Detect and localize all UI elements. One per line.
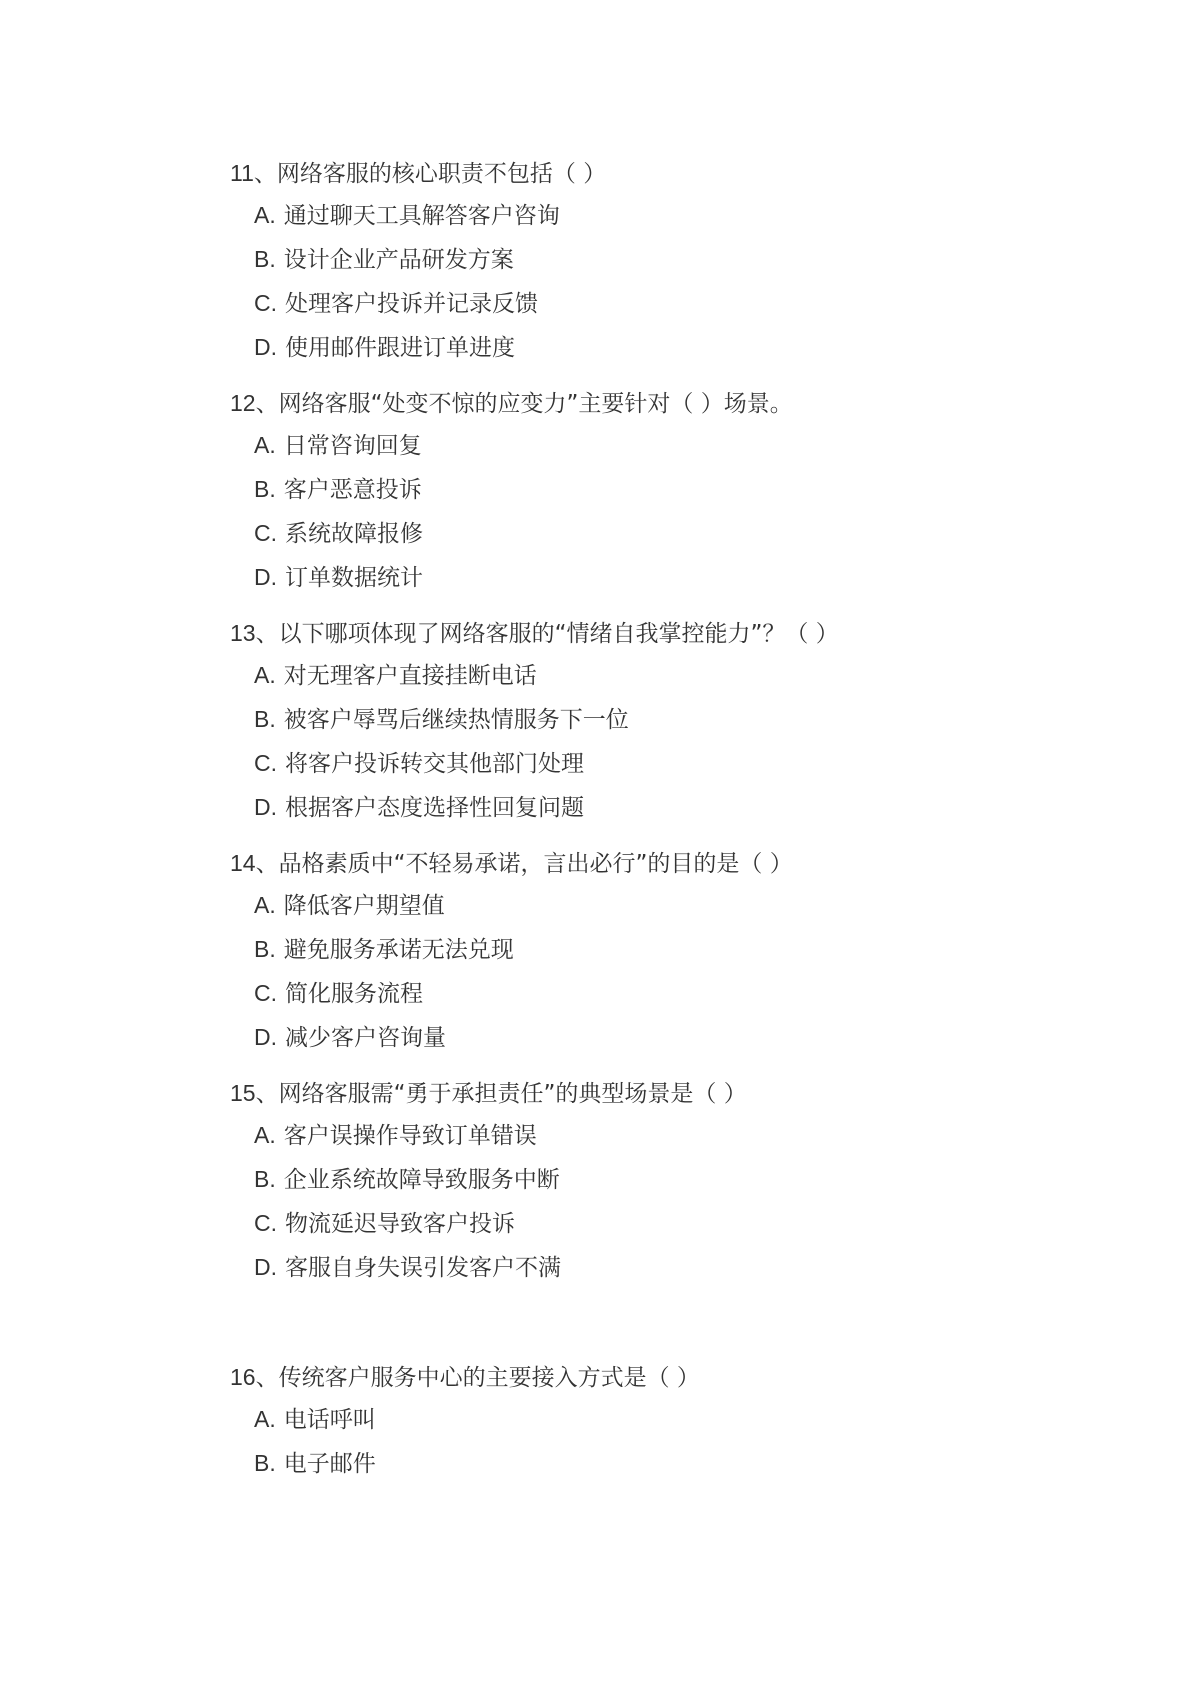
question-11 <box>230 153 1130 369</box>
option-letter: A. <box>254 1122 276 1148</box>
option-letter: A. <box>254 892 276 918</box>
option-b <box>254 1441 1130 1485</box>
option-b <box>254 697 1130 741</box>
option-letter: D. <box>254 334 277 360</box>
option-letter: A. <box>254 432 276 458</box>
option-letter: C. <box>254 750 277 776</box>
option-letter: B. <box>254 936 276 962</box>
option-a <box>254 653 1130 697</box>
option-text: 订单数据统计 <box>285 565 423 591</box>
option-b <box>254 927 1130 971</box>
question-number: 12 <box>230 390 256 416</box>
question-title <box>230 843 1130 883</box>
option-letter: B. <box>254 1166 276 1192</box>
option-text: 处理客户投诉并记录反馈 <box>285 291 538 317</box>
question-14 <box>230 843 1130 1059</box>
question-title <box>230 153 1130 193</box>
option-a <box>254 1397 1130 1441</box>
option-text: 电子邮件 <box>283 1451 376 1477</box>
option-a <box>254 883 1130 927</box>
option-text: 设计企业产品研发方案 <box>283 247 514 273</box>
option-c <box>254 1201 1130 1245</box>
question-12 <box>230 383 1130 599</box>
question-number: 16 <box>230 1364 256 1390</box>
question-text: 、品格素质中“不轻易承诺，言出必行”的目的是（ ） <box>255 851 793 877</box>
option-text: 物流延迟导致客户投诉 <box>285 1211 515 1237</box>
option-a <box>254 193 1130 237</box>
option-letter: A. <box>254 662 276 688</box>
option-letter: B. <box>254 246 276 272</box>
question-text: 、网络客服需“勇于承担责任”的典型场景是（ ） <box>255 1081 747 1107</box>
option-text: 对无理客户直接挂断电话 <box>283 663 537 689</box>
option-text: 避免服务承诺无法兑现 <box>283 937 514 963</box>
option-text: 电话呼叫 <box>283 1407 376 1433</box>
question-number: 11 <box>230 160 254 186</box>
option-c <box>254 741 1130 785</box>
question-13 <box>230 613 1130 829</box>
option-letter: B. <box>254 476 276 502</box>
option-letter: D. <box>254 794 277 820</box>
option-b <box>254 467 1130 511</box>
question-text: 、网络客服“处变不惊的应变力”主要针对（ ）场景。 <box>255 391 793 417</box>
option-c <box>254 971 1130 1015</box>
option-letter: D. <box>254 564 277 590</box>
option-text: 系统故障报修 <box>285 521 423 547</box>
question-text: 、以下哪项体现了网络客服的“情绪自我掌控能力”？（ ） <box>255 621 839 647</box>
option-letter: A. <box>254 1406 276 1432</box>
option-a <box>254 423 1130 467</box>
option-text: 客户误操作导致订单错误 <box>283 1123 537 1149</box>
option-d <box>254 555 1130 599</box>
option-letter: B. <box>254 706 276 732</box>
question-text: 、网络客服的核心职责不包括（ ） <box>253 161 607 187</box>
option-b <box>254 237 1130 281</box>
question-title <box>230 1357 1130 1397</box>
question-text: 、传统客户服务中心的主要接入方式是（ ） <box>255 1365 700 1391</box>
question-title <box>230 613 1130 653</box>
option-letter: D. <box>254 1024 277 1050</box>
option-d <box>254 325 1130 369</box>
option-text: 使用邮件跟进订单进度 <box>285 335 515 361</box>
option-letter: C. <box>254 520 277 546</box>
option-d <box>254 1015 1130 1059</box>
question-title <box>230 1073 1130 1113</box>
option-text: 根据客户态度选择性回复问题 <box>285 795 584 821</box>
option-text: 企业系统故障导致服务中断 <box>283 1167 560 1193</box>
option-d <box>254 785 1130 829</box>
option-letter: A. <box>254 202 276 228</box>
option-text: 将客户投诉转交其他部门处理 <box>285 751 584 777</box>
option-letter: C. <box>254 290 277 316</box>
option-text: 简化服务流程 <box>285 981 423 1007</box>
option-a <box>254 1113 1130 1157</box>
option-text: 减少客户咨询量 <box>285 1025 446 1051</box>
option-letter: C. <box>254 980 277 1006</box>
option-text: 被客户辱骂后继续热情服务下一位 <box>283 707 629 733</box>
question-15 <box>230 1073 1130 1289</box>
option-text: 降低客户期望值 <box>283 893 445 919</box>
option-d <box>254 1245 1130 1289</box>
option-text: 客服自身失误引发客户不满 <box>285 1255 561 1281</box>
option-text: 日常咨询回复 <box>283 433 422 459</box>
option-c <box>254 511 1130 555</box>
option-b <box>254 1157 1130 1201</box>
question-16 <box>230 1357 1130 1485</box>
question-title <box>230 383 1130 423</box>
question-number: 15 <box>230 1080 256 1106</box>
option-letter: D. <box>254 1254 277 1280</box>
question-number: 14 <box>230 850 256 876</box>
option-text: 通过聊天工具解答客户咨询 <box>283 203 560 229</box>
option-letter: C. <box>254 1210 277 1236</box>
option-text: 客户恶意投诉 <box>283 477 422 503</box>
option-c <box>254 281 1130 325</box>
option-letter: B. <box>254 1450 276 1476</box>
question-number: 13 <box>230 620 256 646</box>
